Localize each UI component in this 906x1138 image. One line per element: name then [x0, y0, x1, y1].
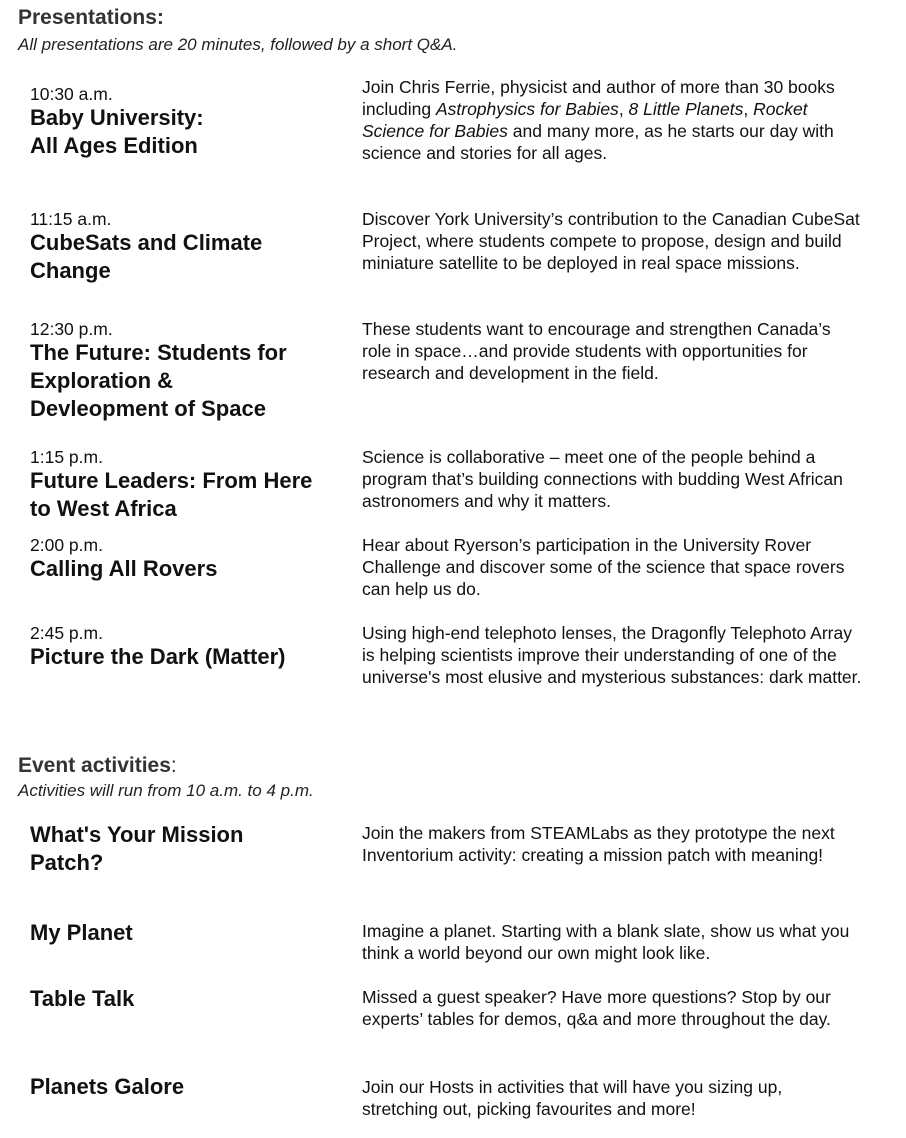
presentations-item-heading	[30, 447, 350, 523]
activities-subtitle: Activities will run from 10 a.m. to 4 p.m.	[18, 781, 314, 800]
activities-item-heading	[30, 821, 350, 877]
session-title-line: CubeSats and Climate	[30, 230, 263, 255]
presentations-item-description	[362, 76, 862, 164]
description-text: ,	[743, 99, 754, 119]
activities-item-description	[362, 920, 862, 964]
presentations-item-description	[362, 534, 862, 600]
presentations-item-description	[362, 446, 862, 512]
description-text: Join the makers from STEAMLabs as they prototype the next Inventorium activity: creating a mission patch with meaning!	[362, 823, 835, 865]
description-text: Science is collaborative – meet one of the people behind a program that’s building connections with budding West African astronomers and why it matters.	[362, 447, 843, 511]
book-title: 8 Little Planets	[628, 99, 744, 119]
session-time: 10:30 a.m.	[30, 84, 113, 104]
session-title-line: Devleopment of Space	[30, 396, 266, 421]
session-title-line: Patch?	[30, 850, 104, 875]
session-title-line: Future Leaders: From Here	[30, 468, 313, 493]
description-text: and many more, as he starts our day with science and stories for all ages.	[362, 121, 834, 163]
presentations-subtitle: All presentations are 20 minutes, followed by a short Q&A.	[18, 35, 458, 54]
activities-heading-colon: :	[170, 754, 177, 777]
session-time: 2:45 p.m.	[30, 623, 103, 643]
description-text: These students want to encourage and strengthen Canada’s role in space…and provide students with opportunities for research and development in the field.	[362, 319, 831, 383]
description-text: Join Chris Ferrie, physicist and author of more than 30 books including	[362, 77, 835, 119]
activities-item-heading	[30, 985, 350, 1013]
description-text: Imagine a planet. Starting with a blank slate, show us what you think a world beyond our own might look like.	[362, 921, 850, 963]
presentations-heading-text: Presentations	[18, 6, 157, 29]
session-time: 1:15 p.m.	[30, 447, 103, 467]
activities-item-description	[362, 1076, 862, 1120]
activities-item-heading	[30, 1073, 350, 1101]
presentations-heading	[18, 6, 164, 30]
session-title-line: The Future: Students for	[30, 340, 287, 365]
description-text: Discover York University’s contribution to the Canadian CubeSat Project, where students compete to propose, design and build miniature satellite to be deployed in real space missions.	[362, 209, 860, 273]
presentations-heading-colon: :	[156, 6, 164, 29]
presentations-item-heading	[30, 623, 350, 671]
session-title-line: Planets Galore	[30, 1074, 185, 1099]
presentations-item-description	[362, 318, 862, 384]
session-title-line: My Planet	[30, 920, 133, 945]
description-text: Using high-end telephoto lenses, the Dragonfly Telephoto Array is helping scientists improve their understanding of one of the universe's most elusive and mysterious substances: dark matter.	[362, 623, 862, 687]
session-title-line: to West Africa	[30, 496, 177, 521]
session-time: 2:00 p.m.	[30, 535, 103, 555]
presentations-item-description	[362, 622, 862, 688]
session-title-line: What's Your Mission	[30, 822, 244, 847]
activities-item-description	[362, 822, 862, 866]
description-text: Hear about Ryerson’s participation in the University Rover Challenge and discover some of the science that space rovers can help us do.	[362, 535, 845, 599]
description-text: Join our Hosts in activities that will have you sizing up, stretching out, picking favourites and more!	[362, 1077, 783, 1119]
book-title: Astrophysics for Babies	[435, 99, 619, 119]
presentations-item-heading	[30, 535, 350, 583]
activities-heading-text: Event activities	[18, 754, 171, 777]
session-title-line: Picture the Dark (Matter)	[30, 644, 286, 669]
session-title-line: Table Talk	[30, 986, 135, 1011]
activities-heading	[18, 754, 177, 778]
presentations-item-heading	[30, 319, 350, 423]
description-text: Missed a guest speaker? Have more questions? Stop by our experts’ tables for demos, q&a and more throughout the day.	[362, 987, 831, 1029]
session-title-line: Exploration &	[30, 368, 174, 393]
presentations-item-heading	[30, 84, 350, 160]
session-time: 11:15 a.m.	[30, 209, 112, 229]
description-text: ,	[618, 99, 629, 119]
presentations-item-heading	[30, 209, 350, 285]
session-title-line: Calling All Rovers	[30, 556, 218, 581]
session-title-line: Baby University:	[30, 105, 204, 130]
activities-item-description	[362, 986, 862, 1030]
session-title-line: Change	[30, 258, 111, 283]
session-title-line: All Ages Edition	[30, 133, 198, 158]
activities-item-heading	[30, 919, 350, 947]
session-time: 12:30 p.m.	[30, 319, 113, 339]
book-title: Rocket Science for Babies	[362, 99, 808, 141]
presentations-item-description	[362, 208, 862, 274]
